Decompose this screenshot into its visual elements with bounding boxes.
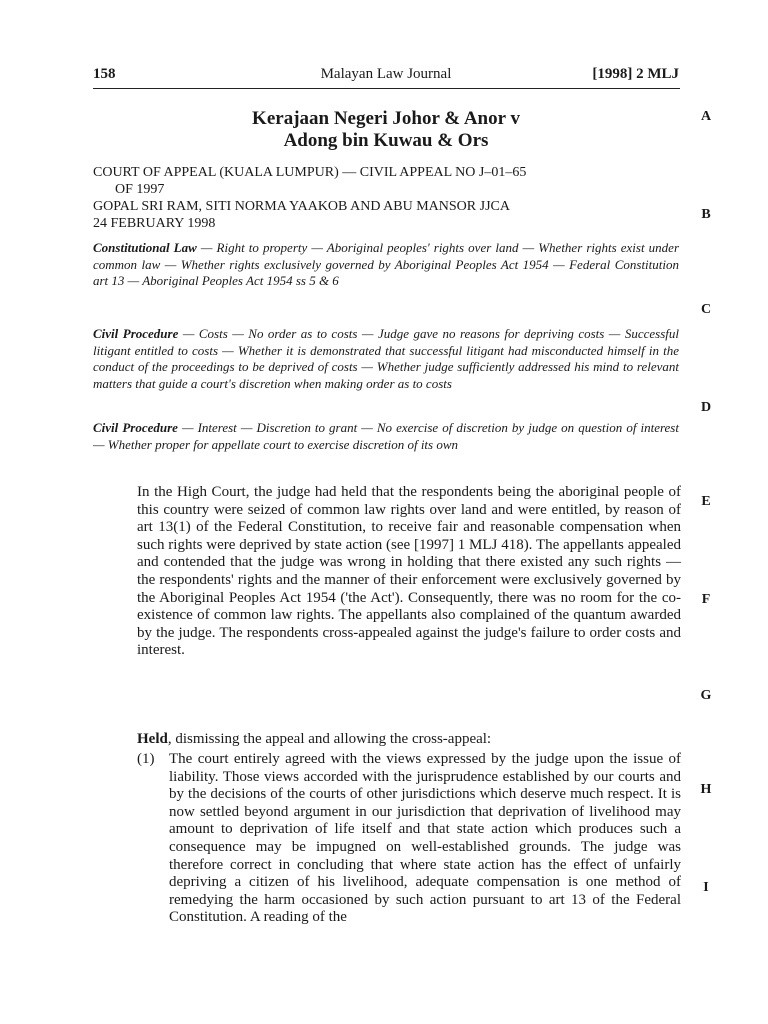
margin-letter-c: C [700,302,712,317]
catchword-constitutional-law [93,240,679,290]
held-point-1 [137,751,681,927]
catchword-head: Civil Procedure [93,326,179,341]
case-title-line-2: Adong bin Kuwau & Ors [283,130,489,151]
judges-line: GOPAL SRI RAM, SITI NORMA YAAKOB AND ABU MANSOR JJCA [93,199,510,214]
date-line: 24 FEBRUARY 1998 [93,216,216,231]
margin-letter-b: B [701,207,711,222]
page-number: 158 [93,66,116,82]
point-number: (1) [137,751,155,767]
point-text: The court entirely agreed with the views expressed by the judge upon the issue of liability. Those views accorded with the jurisprudence established by our courts and by the decisions of the courts of other jurisdictions which deserve much respect. It is now settled beyond argument in our jurisdiction that deprivation of livelihood may amount to deprivation of life itself and that state action which produces such a consequence may be impugned on well-established grounds. The judge was therefore correct in concluding that where state action has the effect of unfairly depriving a citizen of his livelihood, adequate compensation is one method of remedying the harm occasioned by such action pursuant to art 13 of the Federal Constitution. A reading of the [169,751,681,926]
held-text: , dismissing the appeal and allowing the cross-appeal: [167,731,492,747]
margin-letter-h: H [700,782,712,797]
court-details [93,164,683,232]
headnote-paragraph: In the High Court, the judge had held that the respondents being the aboriginal people of this country were seized of common law rights over land and were entitled, by reason of art 13(1) of the Federal Constitution, to receive fair and reasonable compensation when such rights were deprived by state action (see [1997] 1 MLJ 418). The appellants appealed and contended that the judge was wrong in holding that there existed any such rights — the respondents' rights and the manner of their enforcement were exclusively governed by the Aboriginal Peoples Act 1954 ('the Act'). Consequently, there was no room for the co-existence of common law rights. The appellants also complained of the quantum awarded by the judge. The respondents cross-appealed against the judge's failure to order costs and interest. [137,484,681,659]
margin-letter-i: I [703,880,709,895]
catchword-text: — Interest — Discretion to grant — No exercise of discretion by judge on question of interest — Whether proper for appellate court to exercise discretion of its own [93,420,679,452]
catchword-head: Constitutional Law [93,240,197,255]
catchword-civil-procedure-costs [93,326,679,392]
header-rule [93,88,680,89]
journal-citation: [1998] 2 MLJ [592,66,679,82]
margin-letter-a: A [700,109,712,124]
held-line [137,730,681,748]
case-title-line-1: Kerajaan Negeri Johor & Anor v [252,108,520,129]
catchword-civil-procedure-interest [93,420,679,453]
journal-name: Malayan Law Journal [320,66,452,82]
margin-letter-e: E [701,494,711,509]
catchword-head: Civil Procedure [93,420,178,435]
case-title [93,108,679,152]
court-line: COURT OF APPEAL (KUALA LUMPUR) — CIVIL APPEAL NO J–01–65 [93,165,527,180]
running-header [93,66,679,88]
margin-letter-f: F [701,592,711,607]
held-label: Held [137,731,168,747]
catchword-text: — Right to property — Aboriginal peoples' rights over land — Whether rights exist under common law — Whether rights exclusively governed by Aboriginal Peoples Act 1954 — Federal Constitution art 13 — Aboriginal Peoples Act 1954 ss 5 & 6 [93,240,680,288]
court-line-continued: OF 1997 [115,182,165,197]
margin-letter-g: G [700,688,712,703]
margin-letter-d: D [700,400,712,415]
catchword-text: — Costs — No order as to costs — Judge gave no reasons for depriving costs — Successful litigant entitled to costs — Whether it is demonstrated that successful litigant had misconducted himself in the conduct of the proceedings to be deprived of costs — Whether judge sufficiently addressed his mind to relevant matters that guide a court's discretion when making order as to costs [93,326,679,391]
